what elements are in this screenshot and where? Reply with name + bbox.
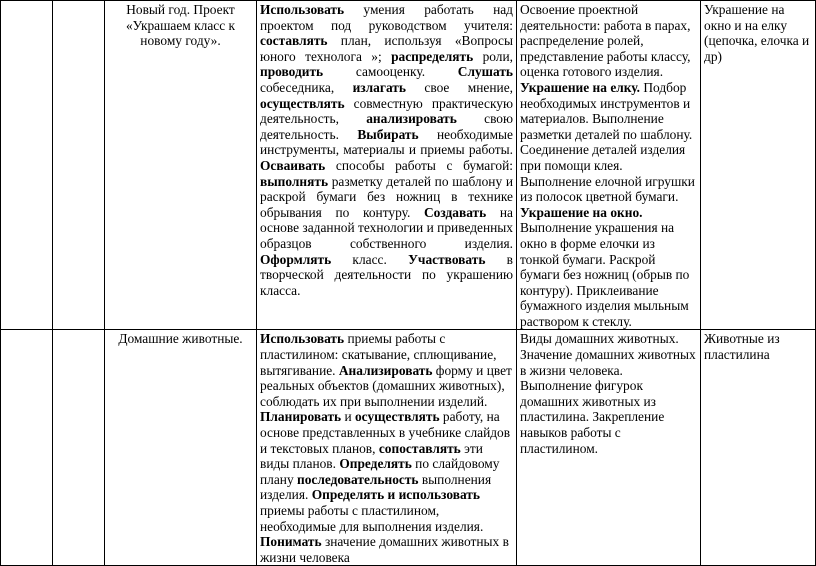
bold-verb: Украшение на елку.: [520, 79, 640, 95]
text-run: Освоение проектной деятельности: работа в парах, распределение ролей, представление работы классу, оценка готового изделия.: [520, 2, 691, 80]
activities-text: [260, 2, 513, 298]
text-run: Виды домашних животных. Значение домашних животных в жизни человека. Выполнение фигурок домашних животных из пластилина. Закрепление навыков работы с пластилином.: [520, 331, 696, 456]
content-text: [520, 331, 697, 456]
bold-verb: Украшение на окно.: [520, 204, 643, 220]
empty-cell: [1, 330, 53, 566]
text-run: необходимые инструменты, материалы и приемы работы.: [260, 126, 513, 158]
text-run: самооценку.: [323, 64, 458, 80]
table-row: [1, 1, 816, 330]
text-run: умения работать над проектом под руководством учителя:: [260, 2, 513, 33]
activities-cell: [257, 330, 517, 566]
bold-verb: осуществлять: [354, 409, 440, 425]
content-cell: [517, 1, 701, 330]
bold-verb: проводить: [260, 64, 324, 80]
text-run: приемы работы с пластилином, необходимые для выполнения изделия.: [260, 503, 484, 534]
text-run: значение домашних животных в жизни человека: [260, 534, 509, 565]
topic-cell: Домашние животные.: [105, 330, 257, 566]
bold-verb: Планировать: [260, 409, 342, 425]
text-run: роли,: [473, 48, 513, 64]
text-run: в творческой деятельности по украшению класса.: [260, 251, 514, 298]
empty-cell: [1, 1, 53, 330]
empty-cell: [53, 1, 105, 330]
bold-verb: Использовать: [260, 2, 345, 17]
product-cell: Украшение на окно и на елку (цепочка, елочка и др): [701, 1, 816, 330]
text-run: собеседника,: [260, 79, 353, 95]
text-run: и: [341, 409, 355, 425]
text-run: класс.: [331, 251, 409, 267]
bold-verb: осуществлять: [260, 95, 345, 111]
text-run: совместную практическую деятельность,: [260, 95, 513, 127]
bold-verb: Слушать: [457, 64, 513, 80]
bold-verb: Выбирать: [357, 126, 419, 142]
text-run: форму и цвет реальных объектов (домашних животных), соблюдать их при выполнении изделий.: [260, 362, 512, 409]
content-cell: [517, 330, 701, 566]
text-run: выполнения изделия.: [260, 471, 492, 503]
bold-verb: Использовать: [260, 331, 345, 347]
empty-cell: [53, 330, 105, 566]
text-run: Выполнение украшения на окно в форме елочки из тонкой бумаги. Раскрой бумаги без ножниц (обрыв по контуру). Приклеивание бумажного изделия мыльным раствором к стеклу.: [520, 220, 690, 329]
bold-verb: последовательность: [297, 471, 419, 487]
bold-verb: Создавать: [423, 204, 487, 220]
bold-verb: Определять: [339, 456, 412, 472]
content-text: [520, 2, 697, 329]
bold-verb: анализировать: [366, 111, 457, 127]
text-run: свое мнение,: [405, 79, 513, 95]
text-run: свою деятельность.: [260, 111, 513, 142]
text-run: работу, на основе представленных в учебнике слайдов и текстовых планов,: [260, 409, 511, 456]
bold-verb: распределять: [391, 48, 474, 64]
text-run: разметку деталей по шаблону и раскрой бумаги без ножниц в технике обрывания по контуру.: [260, 173, 513, 220]
text-run: способы работы с бумагой:: [325, 157, 513, 173]
topic-cell: Новый год. Проект «Украшаем класс к новому году».: [105, 1, 257, 330]
bold-verb: сопоставлять: [378, 440, 461, 456]
text-run: эти виды планов.: [260, 440, 483, 472]
table-row: [1, 330, 816, 566]
bold-verb: излагать: [352, 79, 406, 95]
text-run: по слайдовому плану: [260, 456, 500, 487]
bold-verb: Осваивать: [260, 157, 326, 173]
bold-verb: Понимать: [260, 534, 322, 550]
text-run: план, используя «Вопросы юного технолога »;: [260, 33, 513, 64]
text-run: Подбор необходимых инструментов и материалов. Выполнение разметки деталей по шаблону. Соединение деталей изделия при помощи клея. Выполнение елочной игрушки из полосок цветной бумаги.: [520, 79, 695, 205]
text-run: приемы работы с пластилином: скатывание, сплющивание, вытягивание.: [260, 331, 497, 378]
bold-verb: Анализировать: [338, 362, 433, 378]
product-cell: Животные из пластилина: [701, 330, 816, 566]
activities-text: [260, 331, 513, 565]
bold-verb: составлять: [260, 33, 328, 49]
bold-verb: выполнять: [260, 173, 329, 189]
text-run: на основе заданной технологии и приведенных образцов собственного изделия.: [260, 204, 513, 251]
bold-verb: Определять и использовать: [311, 487, 480, 503]
bold-verb: Оформлять: [260, 251, 332, 267]
bold-verb: Участвовать: [408, 251, 486, 267]
activities-cell: [257, 1, 517, 330]
